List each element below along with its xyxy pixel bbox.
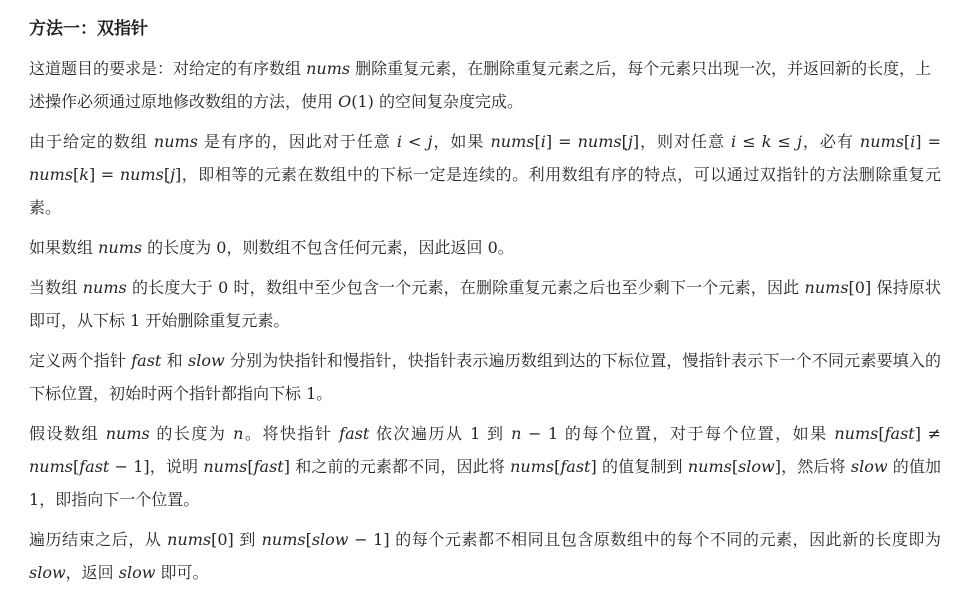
math-variable: i	[540, 132, 546, 151]
text-run: 删除重复元素，在删除重复元素之后，每个元素只出现一次，并返回新的长度，上述操作必须通过原地修改数组的方法，使用	[29, 59, 932, 111]
text-run: 的空间复杂度完成。	[373, 92, 523, 111]
math-variable: nums	[834, 424, 879, 443]
math-variable: nums	[577, 132, 622, 151]
text-run: 假设数组	[29, 424, 106, 443]
math-variable: i	[731, 132, 737, 151]
text-run: 。	[316, 384, 333, 403]
math-variable: fast	[884, 424, 915, 443]
text-run: 的每个位置，对于每个位置，如果	[558, 424, 835, 443]
math-variable: nums	[261, 530, 306, 549]
text-run: ，则对任意	[639, 132, 732, 151]
math-symbol: [	[73, 165, 80, 184]
paragraph-pointer-definition	[29, 344, 941, 410]
math-variable: n	[511, 424, 522, 443]
paragraph-empty-case	[29, 231, 941, 264]
math-variable: k	[79, 165, 89, 184]
math-variable: fast	[560, 457, 591, 476]
math-symbol: [	[73, 457, 80, 476]
math-variable: i	[910, 132, 916, 151]
math-symbol: ]	[632, 132, 640, 151]
math-variable: nums	[29, 457, 73, 476]
math-symbol: [	[878, 424, 885, 443]
text-run: 的值加	[887, 457, 941, 476]
math-symbol: (1)	[351, 92, 374, 111]
math-variable: slow	[188, 351, 225, 370]
math-variable: slow	[118, 563, 156, 582]
math-variable: slow	[738, 457, 775, 476]
text-run: ，即指向下一个位置。	[39, 490, 200, 509]
math-symbol: 1	[29, 490, 40, 509]
math-symbol: ] =	[88, 165, 120, 184]
math-variable: slow	[311, 530, 349, 549]
math-symbol: ]	[774, 457, 781, 476]
text-run: ，即相等的元素在数组中的下标一定是连续的。利用数组有序的特点，可以通过双指针的方法删除重复元素。	[29, 165, 941, 217]
math-symbol: [	[247, 457, 254, 476]
paragraph-traversal	[29, 417, 941, 516]
text-run: 当数组	[29, 278, 83, 297]
math-variable: j	[796, 132, 802, 151]
text-run: 由于给定的数组	[29, 132, 154, 151]
math-variable: nums	[98, 238, 143, 257]
paragraph-result	[29, 523, 941, 589]
math-symbol: − 1]	[348, 530, 390, 549]
math-symbol: ] =	[545, 132, 578, 151]
math-variable: nums	[804, 278, 849, 297]
math-variable: k	[761, 132, 772, 151]
math-variable: nums	[490, 132, 535, 151]
math-symbol: [	[534, 132, 541, 151]
text-run: 保持原状即可，从下标	[29, 278, 941, 330]
math-variable: j	[627, 132, 633, 151]
math-symbol: [	[621, 132, 628, 151]
math-variable: fast	[253, 457, 284, 476]
math-variable: nums	[105, 424, 150, 443]
math-variable: fast	[339, 424, 370, 443]
math-symbol: 0	[218, 278, 229, 297]
math-variable: nums	[510, 457, 555, 476]
math-symbol: ] ≠	[914, 424, 941, 443]
text-run: 即可。	[155, 563, 209, 582]
text-run: 时，数组中至少包含一个元素，在删除重复元素之后也至少剩下一个元素，因此	[228, 278, 805, 297]
text-run: 到	[480, 424, 512, 443]
text-run: ，返回	[65, 563, 119, 582]
math-symbol: [	[163, 165, 171, 184]
math-symbol: 0	[216, 238, 227, 257]
text-run: ，如果	[432, 132, 491, 151]
text-run: ，然后将	[780, 457, 851, 476]
math-symbol: ≤	[771, 132, 797, 151]
text-run: 到	[233, 530, 262, 549]
math-symbol: ≤	[736, 132, 762, 151]
text-run: 这道题目的要求是：对给定的有序数组	[29, 59, 307, 78]
math-symbol: [0]	[848, 278, 872, 297]
math-variable: fast	[131, 351, 162, 370]
text-run: 遍历结束之后，从	[29, 530, 168, 549]
text-run: 定义两个指针	[29, 351, 132, 370]
text-run: 和之前的元素都不同，因此将	[289, 457, 511, 476]
text-run: 。	[497, 238, 514, 257]
math-variable: slow	[850, 457, 888, 476]
math-symbol: <	[401, 132, 428, 151]
text-run: 的值复制到	[596, 457, 688, 476]
text-run: 是有序的，因此对于任意	[197, 132, 397, 151]
text-run: 。将快指针	[243, 424, 340, 443]
paragraph-sorted-property	[29, 125, 941, 224]
text-run: 和	[161, 351, 189, 370]
math-variable: nums	[687, 457, 732, 476]
math-symbol: ]	[175, 165, 182, 184]
math-symbol: [	[731, 457, 739, 476]
math-variable: n	[233, 424, 244, 443]
text-run: 分别为快指针和慢指针，快指针表示遍历数组到达的下标位置，慢指针表示下一个不同元素要填入的下标位置，初始时两个指针都指向下标	[29, 351, 941, 403]
math-variable: fast	[79, 457, 110, 476]
math-variable: j	[170, 165, 176, 184]
math-symbol: ] =	[915, 132, 941, 151]
math-variable: nums	[306, 59, 351, 78]
text-run: 如果数组	[29, 238, 99, 257]
section-heading: 方法一：双指针	[29, 19, 148, 39]
math-variable: nums	[859, 132, 904, 151]
math-symbol: [	[903, 132, 911, 151]
math-symbol: − 1	[521, 424, 559, 443]
paragraph-requirement	[29, 52, 941, 118]
math-variable: nums	[203, 457, 248, 476]
math-variable: nums	[82, 278, 127, 297]
math-variable: i	[396, 132, 402, 151]
math-symbol: ]	[283, 457, 290, 476]
text-run: 的长度为	[142, 238, 217, 257]
math-symbol: − 1]	[109, 457, 150, 476]
math-variable: nums	[119, 165, 164, 184]
math-symbol: [	[554, 457, 561, 476]
math-variable: nums	[153, 132, 198, 151]
math-variable: nums	[29, 165, 73, 184]
math-variable: j	[427, 132, 433, 151]
math-symbol: 0	[487, 238, 498, 257]
text-run: 依次遍历从	[369, 424, 471, 443]
math-symbol: 1	[306, 384, 317, 403]
text-run: 开始删除重复元素。	[140, 311, 290, 330]
math-symbol: [0]	[211, 530, 234, 549]
math-variable: slow	[29, 563, 66, 582]
text-run: ，则数组不包含任何元素，因此返回	[226, 238, 488, 257]
math-variable: O	[338, 92, 352, 111]
text-run: ，说明	[149, 457, 204, 476]
math-symbol: ]	[590, 457, 597, 476]
math-symbol: 1	[130, 311, 141, 330]
text-run: 的长度大于	[126, 278, 219, 297]
text-run: 的每个元素都不相同且包含原数组中的每个不同的元素，因此新的长度即为	[389, 530, 941, 549]
text-run: 的长度为	[149, 424, 234, 443]
paragraph-nonempty-case	[29, 271, 941, 337]
math-variable: nums	[167, 530, 212, 549]
text-run: ，必有	[801, 132, 860, 151]
math-symbol: 1	[470, 424, 481, 443]
math-symbol: [	[305, 530, 312, 549]
